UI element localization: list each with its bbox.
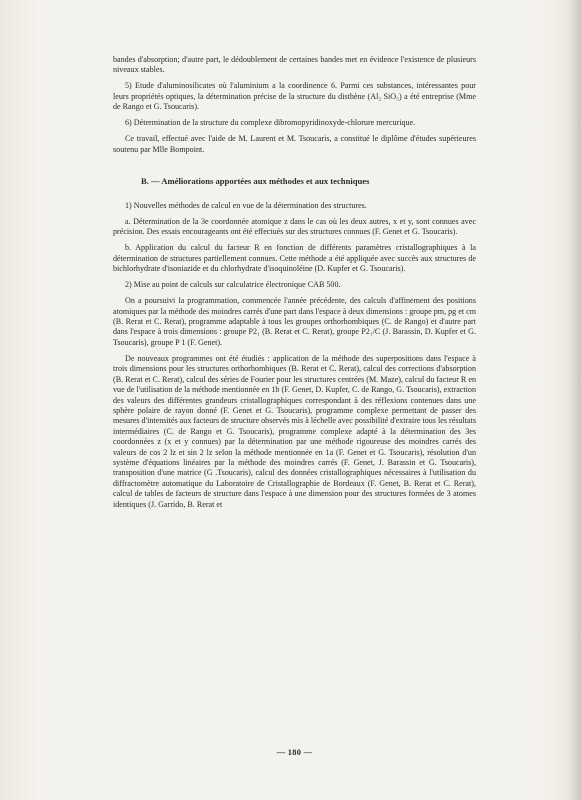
paragraph-item-5: 5) Etude d'aluminosilicates où l'aluminium a la coordinence 6. Parmi ces substances, intéressantes pour leurs propriétés optiques, la détermination précise de la structure du disthène (Al₂ SiO₅) a été entreprise (Mme de Rango et G. Tsoucaris).	[113, 81, 476, 112]
page-number: — 180 —	[276, 748, 313, 757]
paragraph-acknowledgement: Ce travail, effectué avec l'aide de M. Laurent et M. Tsoucaris, a constitué le diplôme d'études supérieures soutenu par Mlle Bompoint.	[113, 134, 476, 154]
paragraph-item-1a: a. Détermination de la 3e coordonnée atomique z dans le cas où les deux autres, x et y, sont connues avec précision. Des essais encourageants ont été effectués sur des structures connues (F. Genet et G. Tsoucaris).	[113, 217, 476, 237]
paragraph-new-programs: De nouveaux programmes ont été étudiés : application de la méthode des superpositions dans l'espace à trois dimensions pour les structures orthorhombiques (B. Rerat et C. Rerat), calcul des corrections d'absorption (B. Rerat et C. Rerat), calcul des séries de Fourier pour les structures centrées (M. Maze), calcul du facteur R en vue de l'utilisation de la méthode mentionnée en 1b (F. Genet, D. Kupfer, C. de Rango, G. Tsoucaris), extraction des valeurs des différentes grandeurs cristallographiques correspondant à des réflexions contenues dans une sphère polaire de rayon donné (F. Genet et G. Tsoucaris), programme complexe permettant de passer des mesures d'intensités aux facteurs de structure observés mis à léchelle avec possibilité d'extraire tous les résultats intermédiaires (C. de Rango et G. Tsoucaris), programme complexe adapté à la détermination des 3es coordonnées z (x et y connues) par la détermination par une méthode rigoureuse des moindres carrés des valeurs de cos 2 lz et sin 2 lz selon la méthode mentionnée en 1a (F. Genet et G. Tsoucaris), résolution d'un système d'équations linéaires par la méthode des moindres carrés (F. Genet, J. Barassin et G. Tsoucaris), transposition d'une matrice (G .Tsoucaris), calcul des données cristallographiques nécessaires à l'utilisation du diffractomètre automatique du Laboratoire de Cristallographie de Bordeaux (F. Genet, B. Rerat et C. Rerat), calcul de tables de facteurs de structure dans l'espace à une dimension pour des structures formées de 3 atomes identiques (J. Garrido, B. Rerat et	[113, 353, 476, 509]
paragraph-item-1: 1) Nouvelles méthodes de calcul en vue de la détermination des structures.	[125, 201, 367, 211]
paragraph-item-1b: b. Application du calcul du facteur R en fonction de différents paramètres cristallographiques à la détermination de structures partiellement connues. Cette méthode a été appliquée avec succès aux structures de bichlorhydrate d'isoniazide et du chlorhydrate d'isoquinoléine (D. Kupfer et G. Tsoucaris).	[113, 243, 476, 274]
page-edge-shadow	[567, 0, 581, 800]
paragraph-item-6: 6) Détermination de la structure du complexe dibromopyridinoxyde-chlorure mercurique.	[125, 118, 416, 128]
paragraph-continuation: bandes d'absorption; d'autre part, le dédoublement de certaines bandes met en évidence l'existence de plusieurs niveaux stables.	[113, 55, 476, 75]
paragraph-programming: On a poursuivi la programmation, commencée l'année précédente, des calculs d'affinement des positions atomiques par la méthode des moindres carrés d'une part dans l'espace à deux dimensions : groupe pm, pg et cm (B. Rerat et C. Rerat), programme adaptable à tous les groupes orthorhombiques (C. de Rango) et d'autre part dans l'espace à trois dimensions : groupe P2₁ (B. Rerat et C. Rerat), groupe P2₁/C (J. Barassin, D. Kupfer et G. Tsoucaris), groupe P 1 (F. Genet).	[113, 296, 476, 347]
section-heading-text: B. — Améliorations apportées aux méthodes et aux techniques	[141, 176, 370, 187]
paragraph-item-2: 2) Mise au point de calculs sur calculatrice électronique CAB 500.	[125, 280, 341, 290]
page-body	[113, 55, 476, 516]
section-heading	[113, 175, 476, 187]
